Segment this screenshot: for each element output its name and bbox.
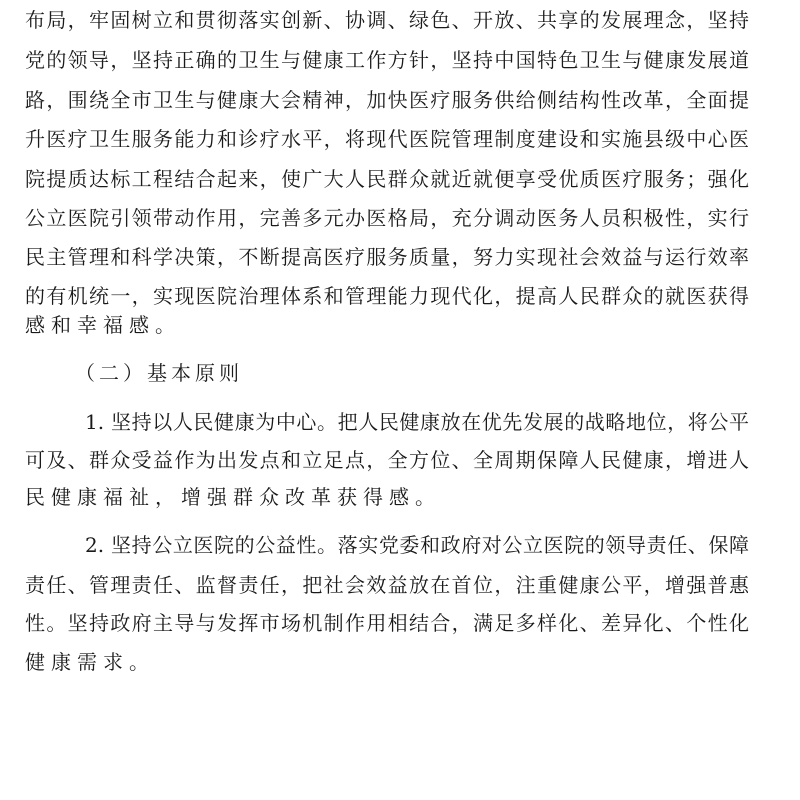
text-line: 民主管理和科学决策，不断提高医疗服务质量，努力实现社会效益与运行效率 [25, 245, 749, 269]
text-line: 健康需求。 [25, 650, 155, 674]
text-line: 可及、群众受益作为出发点和立足点，全方位、全周期保障人民健康，增进人 [25, 448, 749, 472]
text-line: 升医疗卫生服务能力和诊疗水平，将现代医院管理制度建设和实施县级中心医 [25, 127, 749, 151]
text-line: 的有机统一，实现医院治理体系和管理能力现代化，提高人民群众的就医获得 [25, 284, 749, 308]
section-heading: （二）基本原则 [75, 361, 243, 385]
text-line: 公立医院引领带动作用，完善多元办医格局，充分调动医务人员积极性，实行 [25, 206, 749, 230]
text-line: 布局，牢固树立和贯彻落实创新、协调、绿色、开放、共享的发展理念，坚持 [25, 8, 749, 32]
text-line: 路，围绕全市卫生与健康大会精神，加快医疗服务供给侧结构性改革，全面提 [25, 88, 749, 112]
text-line: 民健康福祉，增强群众改革获得感。 [25, 485, 441, 509]
text-line: 2. 坚持公立医院的公益性。落实党委和政府对公立医院的领导责任、保障 [85, 533, 749, 557]
text-line: 院提质达标工程结合起来，使广大人民群众就近就便享受优质医疗服务；强化 [25, 167, 749, 191]
text-line: 1. 坚持以人民健康为中心。把人民健康放在优先发展的战略地位，将公平 [85, 410, 749, 434]
text-line: 责任、管理责任、监督责任，把社会效益放在首位，注重健康公平，增强普惠 [25, 573, 749, 597]
text-line: 党的领导，坚持正确的卫生与健康工作方针，坚持中国特色卫生与健康发展道 [25, 48, 749, 72]
text-line: 性。坚持政府主导与发挥市场机制作用相结合，满足多样化、差异化、个性化 [25, 611, 749, 635]
text-line: 感和幸福感。 [25, 313, 181, 337]
